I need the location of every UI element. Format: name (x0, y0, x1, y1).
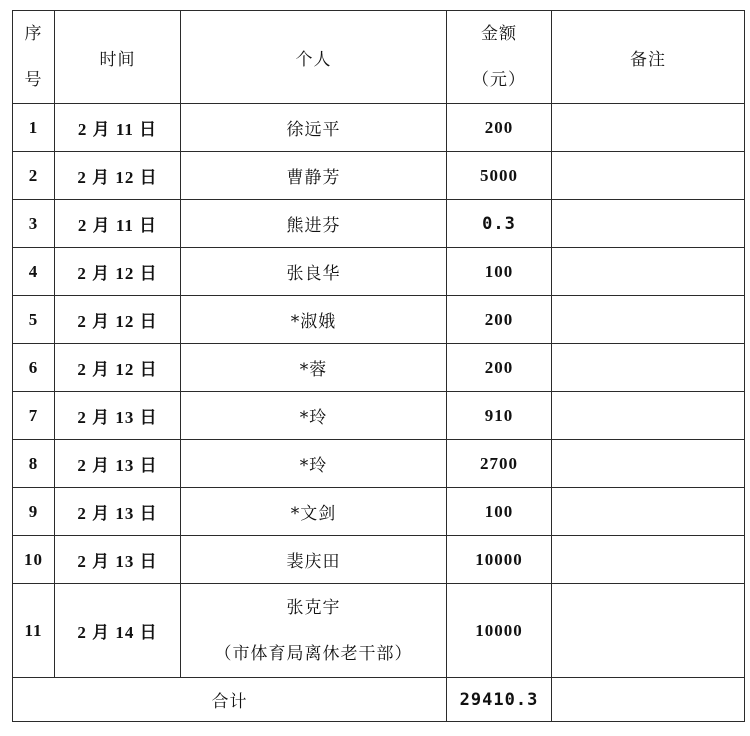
cell-date: 2 月 12 日 (55, 248, 181, 296)
cell-person: 熊进芬 (181, 200, 447, 248)
cell-person: 徐远平 (181, 104, 447, 152)
cell-remark (552, 392, 745, 440)
cell-remark (552, 344, 745, 392)
cell-person: *玲 (181, 392, 447, 440)
total-amount: 29410.3 (447, 678, 552, 722)
cell-date: 2 月 11 日 (55, 200, 181, 248)
header-person: 个人 (181, 11, 447, 104)
table-row (13, 248, 745, 296)
cell-amount: 100 (447, 248, 552, 296)
cell-seq: 7 (13, 392, 55, 440)
header-amount-line2: （元） (472, 70, 526, 90)
cell-person: 曹静芳 (181, 152, 447, 200)
cell-remark (552, 152, 745, 200)
cell-date: 2 月 13 日 (55, 488, 181, 536)
table-row (13, 536, 745, 584)
cell-seq: 8 (13, 440, 55, 488)
total-label: 合计 (13, 678, 447, 722)
cell-seq: 1 (13, 104, 55, 152)
cell-amount: 0.3 (447, 200, 552, 248)
cell-amount: 10000 (447, 536, 552, 584)
header-amount-line1: 金额 (481, 24, 517, 44)
cell-person: *蓉 (181, 344, 447, 392)
cell-remark (552, 440, 745, 488)
cell-remark (552, 200, 745, 248)
cell-person: 张良华 (181, 248, 447, 296)
cell-date: 2 月 11 日 (55, 104, 181, 152)
cell-seq: 9 (13, 488, 55, 536)
cell-person: *文剑 (181, 488, 447, 536)
cell-seq: 2 (13, 152, 55, 200)
table-row (13, 200, 745, 248)
table-row (13, 488, 745, 536)
total-remark (552, 678, 745, 722)
cell-seq: 11 (13, 584, 55, 678)
header-seq-line2: 号 (24, 70, 43, 90)
cell-remark (552, 104, 745, 152)
cell-person: *玲 (181, 440, 447, 488)
cell-date: 2 月 12 日 (55, 152, 181, 200)
header-row (13, 11, 745, 104)
cell-person: *淑娥 (181, 296, 447, 344)
cell-remark (552, 536, 745, 584)
table-row (13, 392, 745, 440)
table-row (13, 344, 745, 392)
cell-amount: 200 (447, 104, 552, 152)
cell-remark (552, 296, 745, 344)
cell-amount: 2700 (447, 440, 552, 488)
cell-seq: 10 (13, 536, 55, 584)
table-row (13, 440, 745, 488)
cell-amount: 100 (447, 488, 552, 536)
total-row (13, 678, 745, 722)
cell-date: 2 月 12 日 (55, 344, 181, 392)
cell-amount: 200 (447, 296, 552, 344)
cell-seq: 5 (13, 296, 55, 344)
cell-amount: 5000 (447, 152, 552, 200)
table-row (13, 152, 745, 200)
header-amount (447, 11, 552, 104)
cell-date: 2 月 12 日 (55, 296, 181, 344)
cell-person (181, 584, 447, 678)
cell-person-name: 张克宇 (286, 597, 341, 618)
cell-amount: 200 (447, 344, 552, 392)
cell-remark (552, 584, 745, 678)
cell-seq: 4 (13, 248, 55, 296)
cell-person-note: （市体育局离休老干部） (214, 643, 413, 664)
donation-table (12, 10, 745, 722)
cell-date: 2 月 14 日 (55, 584, 181, 678)
cell-date: 2 月 13 日 (55, 392, 181, 440)
cell-seq: 6 (13, 344, 55, 392)
cell-remark (552, 488, 745, 536)
cell-date: 2 月 13 日 (55, 536, 181, 584)
cell-person: 裴庆田 (181, 536, 447, 584)
cell-amount: 10000 (447, 584, 552, 678)
header-seq-line1: 序 (24, 24, 43, 44)
header-time: 时间 (55, 11, 181, 104)
cell-remark (552, 248, 745, 296)
table-row (13, 104, 745, 152)
table-row (13, 296, 745, 344)
cell-amount: 910 (447, 392, 552, 440)
table-row (13, 584, 745, 678)
header-seq (13, 11, 55, 104)
cell-date: 2 月 13 日 (55, 440, 181, 488)
cell-seq: 3 (13, 200, 55, 248)
header-remarks: 备注 (552, 11, 745, 104)
